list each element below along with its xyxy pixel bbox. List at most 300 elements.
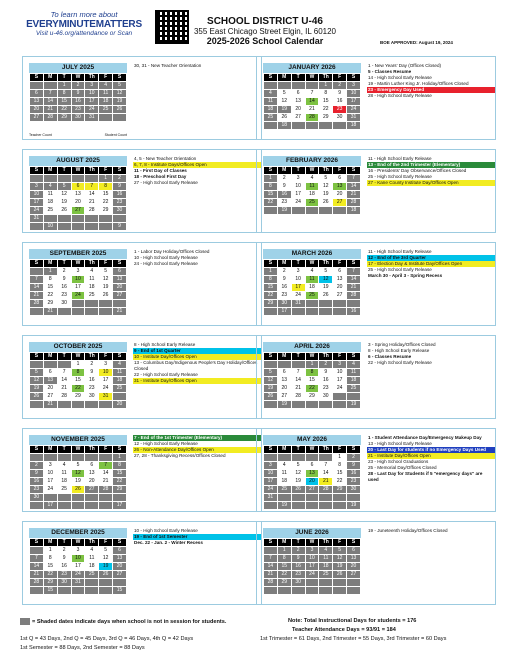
day-cell[interactable]: 3 [30, 183, 44, 191]
day-cell[interactable]: 1 [57, 82, 71, 90]
day-cell[interactable]: 12 [71, 470, 85, 478]
day-cell[interactable]: 16 [277, 191, 291, 199]
day-cell[interactable]: 21 [305, 106, 319, 114]
day-cell[interactable]: 25 [305, 199, 319, 207]
day-cell[interactable]: 6 [347, 547, 361, 555]
day-cell[interactable]: 19 [333, 563, 347, 571]
day-cell[interactable]: 22 [277, 571, 291, 579]
day-cell[interactable]: 7 [347, 268, 361, 276]
day-cell[interactable]: 5 [71, 462, 85, 470]
day-cell[interactable]: 26 [71, 486, 85, 494]
day-cell[interactable]: 8 [319, 90, 333, 98]
day-cell[interactable]: 22 [333, 478, 347, 486]
day-cell[interactable]: 19 [30, 385, 44, 393]
day-cell[interactable]: 10 [291, 183, 305, 191]
day-cell[interactable]: 28 [30, 300, 44, 308]
day-cell[interactable]: 12 [264, 377, 278, 385]
day-cell[interactable]: 15 [43, 284, 57, 292]
day-cell[interactable]: 20 [43, 385, 57, 393]
day-cell[interactable]: 4 [85, 547, 99, 555]
day-cell[interactable]: 8 [57, 90, 71, 98]
day-cell[interactable]: 23 [57, 292, 71, 300]
day-cell[interactable]: 28 [43, 114, 57, 122]
day-cell[interactable]: 6 [113, 268, 127, 276]
day-cell[interactable]: 28 [347, 199, 361, 207]
day-cell[interactable]: 26 [113, 106, 127, 114]
day-cell[interactable]: 3 [43, 462, 57, 470]
day-cell[interactable]: 9 [57, 276, 71, 284]
day-cell[interactable]: 20 [277, 385, 291, 393]
day-cell[interactable]: 4 [43, 183, 57, 191]
day-cell[interactable]: 11 [277, 470, 291, 478]
day-cell[interactable]: 3 [71, 547, 85, 555]
day-cell[interactable]: 20 [113, 563, 127, 571]
day-cell[interactable]: 13 [305, 470, 319, 478]
day-cell[interactable]: 14 [57, 377, 71, 385]
day-cell[interactable]: 8 [113, 462, 127, 470]
day-cell[interactable]: 9 [30, 470, 44, 478]
day-cell[interactable]: 18 [305, 284, 319, 292]
day-cell[interactable]: 28 [291, 393, 305, 401]
day-cell[interactable]: 1 [319, 82, 333, 90]
day-cell[interactable]: 2 [277, 268, 291, 276]
day-cell[interactable]: 2 [347, 454, 361, 462]
day-cell[interactable]: 10 [85, 90, 99, 98]
day-cell[interactable]: 18 [113, 377, 127, 385]
day-cell[interactable]: 1 [43, 268, 57, 276]
day-cell[interactable]: 23 [113, 199, 127, 207]
day-cell[interactable]: 28 [30, 579, 44, 587]
day-cell[interactable]: 17 [43, 478, 57, 486]
day-cell[interactable]: 31 [347, 114, 361, 122]
day-cell[interactable]: 16 [113, 191, 127, 199]
day-cell[interactable]: 24 [85, 106, 99, 114]
day-cell[interactable]: 11 [305, 183, 319, 191]
day-cell[interactable]: 12 [319, 183, 333, 191]
day-cell[interactable]: 5 [291, 462, 305, 470]
day-cell[interactable]: 3 [291, 175, 305, 183]
day-cell[interactable]: 20 [30, 106, 44, 114]
day-cell[interactable]: 20 [291, 106, 305, 114]
day-cell[interactable]: 18 [85, 284, 99, 292]
day-cell[interactable]: 20 [305, 478, 319, 486]
day-cell[interactable]: 25 [99, 106, 113, 114]
day-cell[interactable]: 6 [277, 369, 291, 377]
day-cell[interactable]: 7 [291, 369, 305, 377]
day-cell[interactable]: 24 [305, 571, 319, 579]
day-cell[interactable]: 14 [264, 563, 278, 571]
day-cell[interactable]: 29 [43, 579, 57, 587]
day-cell[interactable]: 29 [43, 300, 57, 308]
day-cell[interactable]: 19 [264, 385, 278, 393]
day-cell[interactable]: 6 [305, 462, 319, 470]
day-cell[interactable]: 2 [30, 462, 44, 470]
day-cell[interactable]: 5 [99, 547, 113, 555]
day-cell[interactable]: 10 [71, 555, 85, 563]
day-cell[interactable]: 27 [85, 486, 99, 494]
day-cell[interactable]: 28 [264, 579, 278, 587]
day-cell[interactable]: 7 [347, 175, 361, 183]
day-cell[interactable]: 31 [99, 393, 113, 401]
day-cell[interactable]: 24 [99, 385, 113, 393]
day-cell[interactable]: 29 [71, 393, 85, 401]
day-cell[interactable]: 25 [319, 571, 333, 579]
day-cell[interactable]: 27 [347, 571, 361, 579]
day-cell[interactable]: 19 [71, 478, 85, 486]
day-cell[interactable]: 26 [333, 571, 347, 579]
day-cell[interactable]: 1 [71, 361, 85, 369]
day-cell[interactable]: 21 [99, 478, 113, 486]
day-cell[interactable]: 8 [333, 462, 347, 470]
day-cell[interactable]: 23 [85, 385, 99, 393]
day-cell[interactable]: 26 [277, 114, 291, 122]
day-cell[interactable]: 6 [113, 547, 127, 555]
day-cell[interactable]: 16 [71, 98, 85, 106]
day-cell[interactable]: 30 [291, 579, 305, 587]
day-cell[interactable]: 7 [30, 276, 44, 284]
day-cell[interactable]: 4 [57, 462, 71, 470]
day-cell[interactable]: 15 [333, 470, 347, 478]
day-cell[interactable]: 15 [319, 98, 333, 106]
day-cell[interactable]: 27 [333, 292, 347, 300]
day-cell[interactable]: 17 [85, 98, 99, 106]
day-cell[interactable]: 20 [113, 284, 127, 292]
day-cell[interactable]: 8 [264, 183, 278, 191]
day-cell[interactable]: 26 [291, 486, 305, 494]
day-cell[interactable]: 24 [347, 106, 361, 114]
day-cell[interactable]: 21 [264, 571, 278, 579]
day-cell[interactable]: 11 [347, 369, 361, 377]
day-cell[interactable]: 17 [71, 284, 85, 292]
day-cell[interactable]: 18 [319, 563, 333, 571]
day-cell[interactable]: 22 [113, 478, 127, 486]
day-cell[interactable]: 10 [264, 470, 278, 478]
day-cell[interactable]: 2 [333, 82, 347, 90]
day-cell[interactable]: 6 [43, 369, 57, 377]
day-cell[interactable]: 18 [305, 191, 319, 199]
day-cell[interactable]: 22 [43, 571, 57, 579]
day-cell[interactable]: 29 [99, 207, 113, 215]
day-cell[interactable]: 1 [99, 175, 113, 183]
day-cell[interactable]: 30 [347, 486, 361, 494]
day-cell[interactable]: 24 [291, 199, 305, 207]
day-cell[interactable]: 12 [99, 555, 113, 563]
day-cell[interactable]: 7 [85, 183, 99, 191]
day-cell[interactable]: 29 [264, 300, 278, 308]
day-cell[interactable]: 30 [71, 114, 85, 122]
day-cell[interactable]: 19 [291, 478, 305, 486]
day-cell[interactable]: 4 [99, 82, 113, 90]
day-cell[interactable]: 3 [291, 268, 305, 276]
day-cell[interactable]: 8 [277, 555, 291, 563]
day-cell[interactable]: 27 [305, 486, 319, 494]
day-cell[interactable]: 11 [319, 555, 333, 563]
day-cell[interactable]: 26 [99, 571, 113, 579]
day-cell[interactable]: 11 [85, 276, 99, 284]
day-cell[interactable]: 28 [319, 486, 333, 494]
day-cell[interactable]: 25 [264, 114, 278, 122]
day-cell[interactable]: 8 [43, 276, 57, 284]
day-cell[interactable]: 30 [57, 300, 71, 308]
day-cell[interactable]: 6 [291, 90, 305, 98]
day-cell[interactable]: 13 [71, 191, 85, 199]
day-cell[interactable]: 22 [319, 106, 333, 114]
day-cell[interactable]: 23 [277, 292, 291, 300]
day-cell[interactable]: 27 [291, 114, 305, 122]
day-cell[interactable]: 23 [347, 478, 361, 486]
day-cell[interactable]: 1 [305, 361, 319, 369]
day-cell[interactable]: 22 [43, 292, 57, 300]
day-cell[interactable]: 11 [57, 470, 71, 478]
day-cell[interactable]: 19 [99, 284, 113, 292]
day-cell[interactable]: 5 [113, 82, 127, 90]
day-cell[interactable]: 1 [333, 454, 347, 462]
day-cell[interactable]: 22 [71, 385, 85, 393]
day-cell[interactable]: 14 [30, 284, 44, 292]
day-cell[interactable]: 18 [277, 478, 291, 486]
day-cell[interactable]: 17 [264, 478, 278, 486]
day-cell[interactable]: 10 [291, 276, 305, 284]
day-cell[interactable]: 24 [43, 486, 57, 494]
day-cell[interactable]: 28 [85, 207, 99, 215]
day-cell[interactable]: 18 [347, 377, 361, 385]
day-cell[interactable]: 10 [43, 470, 57, 478]
day-cell[interactable]: 13 [291, 98, 305, 106]
day-cell[interactable]: 12 [291, 470, 305, 478]
day-cell[interactable]: 5 [319, 175, 333, 183]
day-cell[interactable]: 31 [71, 579, 85, 587]
day-cell[interactable]: 27 [277, 393, 291, 401]
day-cell[interactable]: 13 [85, 470, 99, 478]
day-cell[interactable]: 6 [85, 462, 99, 470]
day-cell[interactable]: 31 [85, 114, 99, 122]
day-cell[interactable]: 28 [57, 393, 71, 401]
day-cell[interactable]: 8 [99, 183, 113, 191]
day-cell[interactable]: 19 [113, 98, 127, 106]
day-cell[interactable]: 28 [99, 486, 113, 494]
day-cell[interactable]: 30 [30, 494, 44, 502]
day-cell[interactable]: 21 [319, 478, 333, 486]
day-cell[interactable]: 25 [277, 486, 291, 494]
day-cell[interactable]: 4 [305, 175, 319, 183]
day-cell[interactable]: 26 [319, 199, 333, 207]
day-cell[interactable]: 12 [277, 98, 291, 106]
day-cell[interactable]: 27 [71, 207, 85, 215]
day-cell[interactable]: 9 [57, 555, 71, 563]
day-cell[interactable]: 7 [264, 555, 278, 563]
day-cell[interactable]: 4 [305, 268, 319, 276]
day-cell[interactable]: 20 [333, 191, 347, 199]
day-cell[interactable]: 29 [57, 114, 71, 122]
day-cell[interactable]: 6 [333, 175, 347, 183]
day-cell[interactable]: 13 [43, 377, 57, 385]
day-cell[interactable]: 23 [333, 106, 347, 114]
day-cell[interactable]: 26 [319, 292, 333, 300]
day-cell[interactable]: 15 [277, 563, 291, 571]
day-cell[interactable]: 18 [43, 199, 57, 207]
day-cell[interactable]: 21 [347, 284, 361, 292]
day-cell[interactable]: 30 [277, 300, 291, 308]
day-cell[interactable]: 9 [71, 90, 85, 98]
day-cell[interactable]: 28 [347, 292, 361, 300]
day-cell[interactable]: 16 [57, 284, 71, 292]
day-cell[interactable]: 8 [264, 276, 278, 284]
day-cell[interactable]: 15 [113, 470, 127, 478]
day-cell[interactable]: 31 [30, 215, 44, 223]
day-cell[interactable]: 16 [85, 377, 99, 385]
day-cell[interactable]: 9 [277, 276, 291, 284]
day-cell[interactable]: 14 [85, 191, 99, 199]
day-cell[interactable]: 10 [99, 369, 113, 377]
day-cell[interactable]: 19 [277, 106, 291, 114]
day-cell[interactable]: 17 [333, 377, 347, 385]
day-cell[interactable]: 23 [277, 199, 291, 207]
day-cell[interactable]: 9 [277, 183, 291, 191]
day-cell[interactable]: 12 [333, 555, 347, 563]
day-cell[interactable]: 4 [85, 268, 99, 276]
day-cell[interactable]: 2 [71, 82, 85, 90]
day-cell[interactable]: 10 [305, 555, 319, 563]
day-cell[interactable]: 7 [319, 462, 333, 470]
day-cell[interactable]: 19 [57, 199, 71, 207]
day-cell[interactable]: 9 [85, 369, 99, 377]
day-cell[interactable]: 1 [264, 175, 278, 183]
day-cell[interactable]: 14 [30, 563, 44, 571]
day-cell[interactable]: 25 [57, 486, 71, 494]
day-cell[interactable]: 13 [113, 555, 127, 563]
day-cell[interactable]: 2 [319, 361, 333, 369]
day-cell[interactable]: 15 [71, 377, 85, 385]
day-cell[interactable]: 7 [99, 462, 113, 470]
day-cell[interactable]: 10 [333, 369, 347, 377]
day-cell[interactable]: 5 [99, 268, 113, 276]
day-cell[interactable]: 22 [264, 199, 278, 207]
day-cell[interactable]: 16 [57, 563, 71, 571]
day-cell[interactable]: 17 [30, 199, 44, 207]
day-cell[interactable]: 26 [264, 393, 278, 401]
day-cell[interactable]: 2 [57, 268, 71, 276]
day-cell[interactable]: 19 [99, 563, 113, 571]
day-cell[interactable]: 15 [264, 284, 278, 292]
day-cell[interactable]: 26 [57, 207, 71, 215]
day-cell[interactable]: 23 [30, 486, 44, 494]
day-cell[interactable]: 17 [305, 563, 319, 571]
day-cell[interactable]: 11 [305, 276, 319, 284]
day-cell[interactable]: 14 [347, 276, 361, 284]
day-cell[interactable]: 3 [305, 547, 319, 555]
day-cell[interactable]: 17 [71, 563, 85, 571]
day-cell[interactable]: 12 [113, 90, 127, 98]
day-cell[interactable]: 31 [264, 494, 278, 502]
day-cell[interactable]: 3 [333, 361, 347, 369]
day-cell[interactable]: 27 [30, 114, 44, 122]
day-cell[interactable]: 11 [99, 90, 113, 98]
day-cell[interactable]: 24 [264, 486, 278, 494]
day-cell[interactable]: 7 [57, 369, 71, 377]
day-cell[interactable]: 25 [305, 292, 319, 300]
day-cell[interactable]: 2 [291, 547, 305, 555]
day-cell[interactable]: 22 [99, 199, 113, 207]
day-cell[interactable]: 15 [57, 98, 71, 106]
day-cell[interactable]: 14 [305, 98, 319, 106]
day-cell[interactable]: 16 [347, 470, 361, 478]
day-cell[interactable]: 4 [277, 462, 291, 470]
day-cell[interactable]: 13 [113, 276, 127, 284]
day-cell[interactable]: 17 [347, 98, 361, 106]
day-cell[interactable]: 14 [319, 470, 333, 478]
day-cell[interactable]: 12 [57, 191, 71, 199]
day-cell[interactable]: 8 [71, 369, 85, 377]
day-cell[interactable]: 2 [277, 175, 291, 183]
day-cell[interactable]: 22 [305, 385, 319, 393]
day-cell[interactable]: 15 [99, 191, 113, 199]
day-cell[interactable]: 5 [333, 547, 347, 555]
day-cell[interactable]: 9 [333, 90, 347, 98]
day-cell[interactable]: 25 [113, 385, 127, 393]
day-cell[interactable]: 18 [264, 106, 278, 114]
day-cell[interactable]: 25 [347, 385, 361, 393]
day-cell[interactable]: 10 [347, 90, 361, 98]
day-cell[interactable]: 21 [291, 385, 305, 393]
day-cell[interactable]: 1 [277, 547, 291, 555]
day-cell[interactable]: 13 [277, 377, 291, 385]
day-cell[interactable]: 16 [277, 284, 291, 292]
day-cell[interactable]: 29 [113, 486, 127, 494]
day-cell[interactable]: 16 [333, 98, 347, 106]
day-cell[interactable]: 4 [113, 361, 127, 369]
day-cell[interactable]: 24 [30, 207, 44, 215]
day-cell[interactable]: 6 [30, 90, 44, 98]
day-cell[interactable]: 2 [57, 547, 71, 555]
day-cell[interactable]: 16 [30, 478, 44, 486]
day-cell[interactable]: 9 [347, 462, 361, 470]
day-cell[interactable]: 4 [264, 90, 278, 98]
day-cell[interactable]: 12 [30, 377, 44, 385]
day-cell[interactable]: 5 [264, 369, 278, 377]
day-cell[interactable]: 24 [71, 292, 85, 300]
day-cell[interactable]: 15 [305, 377, 319, 385]
day-cell[interactable]: 23 [57, 571, 71, 579]
day-cell[interactable]: 18 [57, 478, 71, 486]
day-cell[interactable]: 24 [333, 385, 347, 393]
day-cell[interactable]: 3 [71, 268, 85, 276]
day-cell[interactable]: 15 [264, 191, 278, 199]
day-cell[interactable]: 26 [99, 292, 113, 300]
day-cell[interactable]: 5 [277, 90, 291, 98]
day-cell[interactable]: 22 [264, 292, 278, 300]
day-cell[interactable]: 17 [291, 284, 305, 292]
day-cell[interactable]: 21 [85, 199, 99, 207]
day-cell[interactable]: 28 [305, 114, 319, 122]
day-cell[interactable]: 1 [264, 268, 278, 276]
day-cell[interactable]: 22 [57, 106, 71, 114]
day-cell[interactable]: 13 [347, 555, 361, 563]
day-cell[interactable]: 30 [113, 207, 127, 215]
day-cell[interactable]: 14 [347, 183, 361, 191]
day-cell[interactable]: 21 [347, 191, 361, 199]
day-cell[interactable]: 4 [319, 547, 333, 555]
day-cell[interactable]: 6 [333, 268, 347, 276]
day-cell[interactable]: 3 [264, 462, 278, 470]
day-cell[interactable]: 6 [71, 183, 85, 191]
day-cell[interactable]: 27 [43, 393, 57, 401]
day-cell[interactable]: 30 [319, 393, 333, 401]
day-cell[interactable]: 14 [43, 98, 57, 106]
day-cell[interactable]: 11 [264, 98, 278, 106]
day-cell[interactable]: 1 [113, 454, 127, 462]
day-cell[interactable]: 5 [319, 268, 333, 276]
day-cell[interactable]: 29 [277, 579, 291, 587]
